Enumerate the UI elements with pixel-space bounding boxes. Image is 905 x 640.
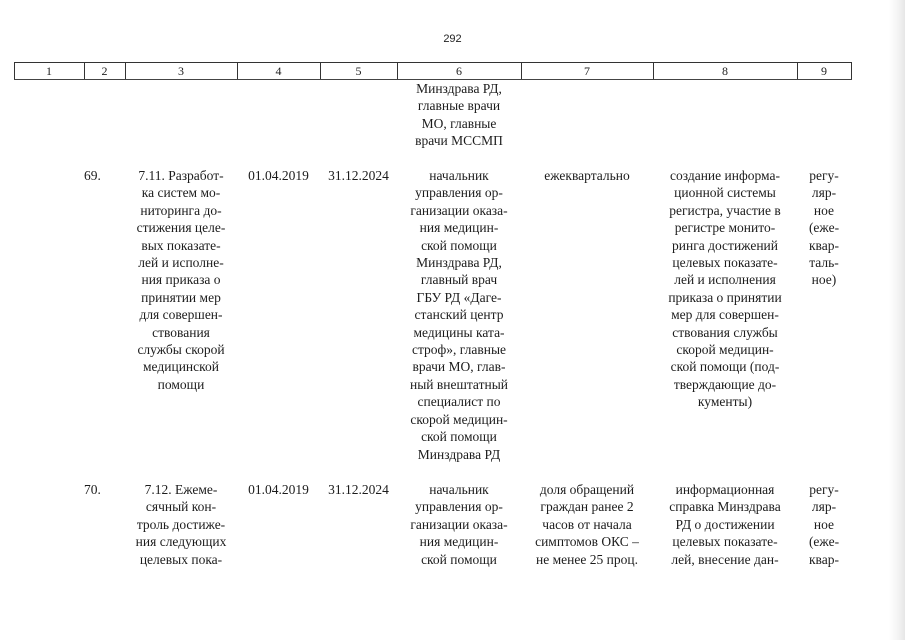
text-line: регу- <box>809 482 839 497</box>
end-date-cell <box>320 481 397 498</box>
text-line: информационная <box>675 482 775 497</box>
text-line: ка систем мо- <box>141 185 221 201</box>
start-date-cell <box>237 167 320 184</box>
text-line: ганизации оказа- <box>410 516 508 532</box>
row-number <box>84 167 125 184</box>
text-line: лей и исполне- <box>138 255 224 271</box>
column-number: 2 <box>101 64 108 78</box>
text-line: 7.12. Ежеме- <box>144 482 218 497</box>
text-line: создание информа- <box>670 168 780 183</box>
end-date-cell <box>320 167 397 184</box>
text-line: стижения целе- <box>136 220 226 236</box>
text-line: строф», главные <box>411 342 507 358</box>
text-line: для совершен- <box>139 307 223 323</box>
text-line: станский центр <box>414 307 504 323</box>
text-line: Минздрава РД, <box>416 81 502 96</box>
text-line: целевых пока- <box>139 551 223 567</box>
text-line: ное <box>813 516 835 532</box>
text-line: специалист по <box>417 394 501 410</box>
text-line: начальник <box>429 168 489 183</box>
text-line: квар- <box>809 551 839 567</box>
text-line: медицинской <box>143 359 219 375</box>
text-line: приказа о принятии <box>668 289 782 305</box>
column-number: 7 <box>584 64 590 78</box>
page-number: 292 <box>443 33 462 45</box>
text-line: регу- <box>809 168 839 183</box>
text-line: ствования службы <box>672 324 778 340</box>
text-line: мер для совершен- <box>671 307 779 323</box>
activity-cell <box>125 167 237 393</box>
column-number: 3 <box>178 64 184 78</box>
result-cell <box>653 167 797 411</box>
column-number: 1 <box>46 64 52 78</box>
start-date-cell <box>237 481 320 498</box>
text-line: ния медицин- <box>419 534 499 550</box>
indicator-cell <box>521 167 653 184</box>
text-line: ганизации оказа- <box>410 202 508 218</box>
text-line: тверждающие до- <box>673 376 777 392</box>
column-separator <box>851 62 852 79</box>
continuation-responsible-cell <box>397 80 521 150</box>
text-line: главный врач <box>420 272 498 288</box>
text-line: ное) <box>811 272 837 288</box>
text-line: регистра, участие в <box>669 202 781 218</box>
text-line: 7.11. Разработ- <box>138 168 224 183</box>
text-line: РД о достижении <box>675 516 775 532</box>
text-line: медицины ката- <box>413 324 505 340</box>
text-line: врачи МО, глав- <box>412 359 506 375</box>
text-line: троль достиже- <box>136 516 226 532</box>
text-line: МО, главные <box>421 115 497 131</box>
text-line: целевых показате- <box>672 534 778 550</box>
text-line: принятии мер <box>141 289 221 305</box>
result-cell <box>653 481 797 568</box>
text-line: 31.12.2024 <box>328 482 389 497</box>
responsible-cell <box>397 481 521 568</box>
text-line: таль- <box>809 255 839 271</box>
column-number: 8 <box>722 64 728 78</box>
text-line: целевых показате- <box>672 255 778 271</box>
text-line: ской помощи <box>421 551 497 567</box>
text-line: скорой медицин- <box>676 342 774 358</box>
frequency-cell <box>797 167 851 289</box>
text-line: ГБУ РД «Даге- <box>416 289 502 305</box>
text-line: ляр- <box>811 499 837 515</box>
text-line: (еже- <box>808 220 840 236</box>
column-number: 6 <box>456 64 462 78</box>
text-line: 01.04.2019 <box>248 168 309 183</box>
responsible-cell <box>397 167 521 463</box>
text-line: Минздрава РД, <box>416 255 502 271</box>
text-line: ляр- <box>811 185 837 201</box>
text-line: ный внештатный <box>409 376 508 392</box>
text-line: 31.12.2024 <box>328 168 389 183</box>
text-line: службы скорой <box>137 342 225 358</box>
scan-page-edge <box>889 0 905 640</box>
text-line: ния следующих <box>135 534 227 550</box>
indicator-cell <box>521 481 653 568</box>
text-line: доля обращений <box>539 482 635 497</box>
text-line: граждан ранее 2 <box>540 499 634 515</box>
text-line: Минздрава РД <box>417 446 501 462</box>
text-line: ской помощи <box>421 429 497 445</box>
text-line: регистре монито- <box>674 220 776 236</box>
text-line: ежеквартально <box>544 168 630 183</box>
text-line: кументы) <box>697 394 753 410</box>
text-line: лей, внесение дан- <box>671 551 779 567</box>
text-line: 70. <box>84 482 101 497</box>
text-line: ниторинга до- <box>140 202 222 218</box>
text-line: врачи МССМП <box>415 133 503 149</box>
text-line: ционной системы <box>674 185 776 201</box>
text-line: ской помощи <box>421 237 497 253</box>
text-line: симптомов ОКС – <box>535 534 639 550</box>
text-line: справка Минздрава <box>669 499 781 515</box>
column-number: 4 <box>275 64 282 78</box>
activity-cell <box>125 481 237 568</box>
text-line: ской помощи (под- <box>670 359 780 375</box>
text-line: ния приказа о <box>141 272 221 288</box>
column-number: 9 <box>821 64 827 78</box>
column-number: 5 <box>355 64 362 78</box>
text-line: ния медицин- <box>419 220 499 236</box>
text-line: ное <box>813 202 835 218</box>
text-line: ринга достижений <box>672 237 778 253</box>
text-line: ствования <box>152 324 210 340</box>
text-line: главные врачи <box>417 98 501 114</box>
text-line: скорой медицин- <box>410 411 508 427</box>
text-line: 69. <box>84 168 101 183</box>
text-line: лей и исполнения <box>674 272 776 288</box>
text-line: 01.04.2019 <box>248 482 309 497</box>
text-line: управления ор- <box>415 499 503 515</box>
text-line: помощи <box>157 376 205 392</box>
text-line: часов от начала <box>542 516 632 532</box>
text-line: сячный кон- <box>145 499 217 515</box>
text-line: (еже- <box>808 534 840 550</box>
text-line: вых показате- <box>141 237 221 253</box>
frequency-cell <box>797 481 851 568</box>
text-line: квар- <box>809 237 839 253</box>
text-line: управления ор- <box>415 185 503 201</box>
text-line: начальник <box>429 482 489 497</box>
text-line: не менее 25 проц. <box>536 551 638 567</box>
row-number <box>84 481 125 498</box>
